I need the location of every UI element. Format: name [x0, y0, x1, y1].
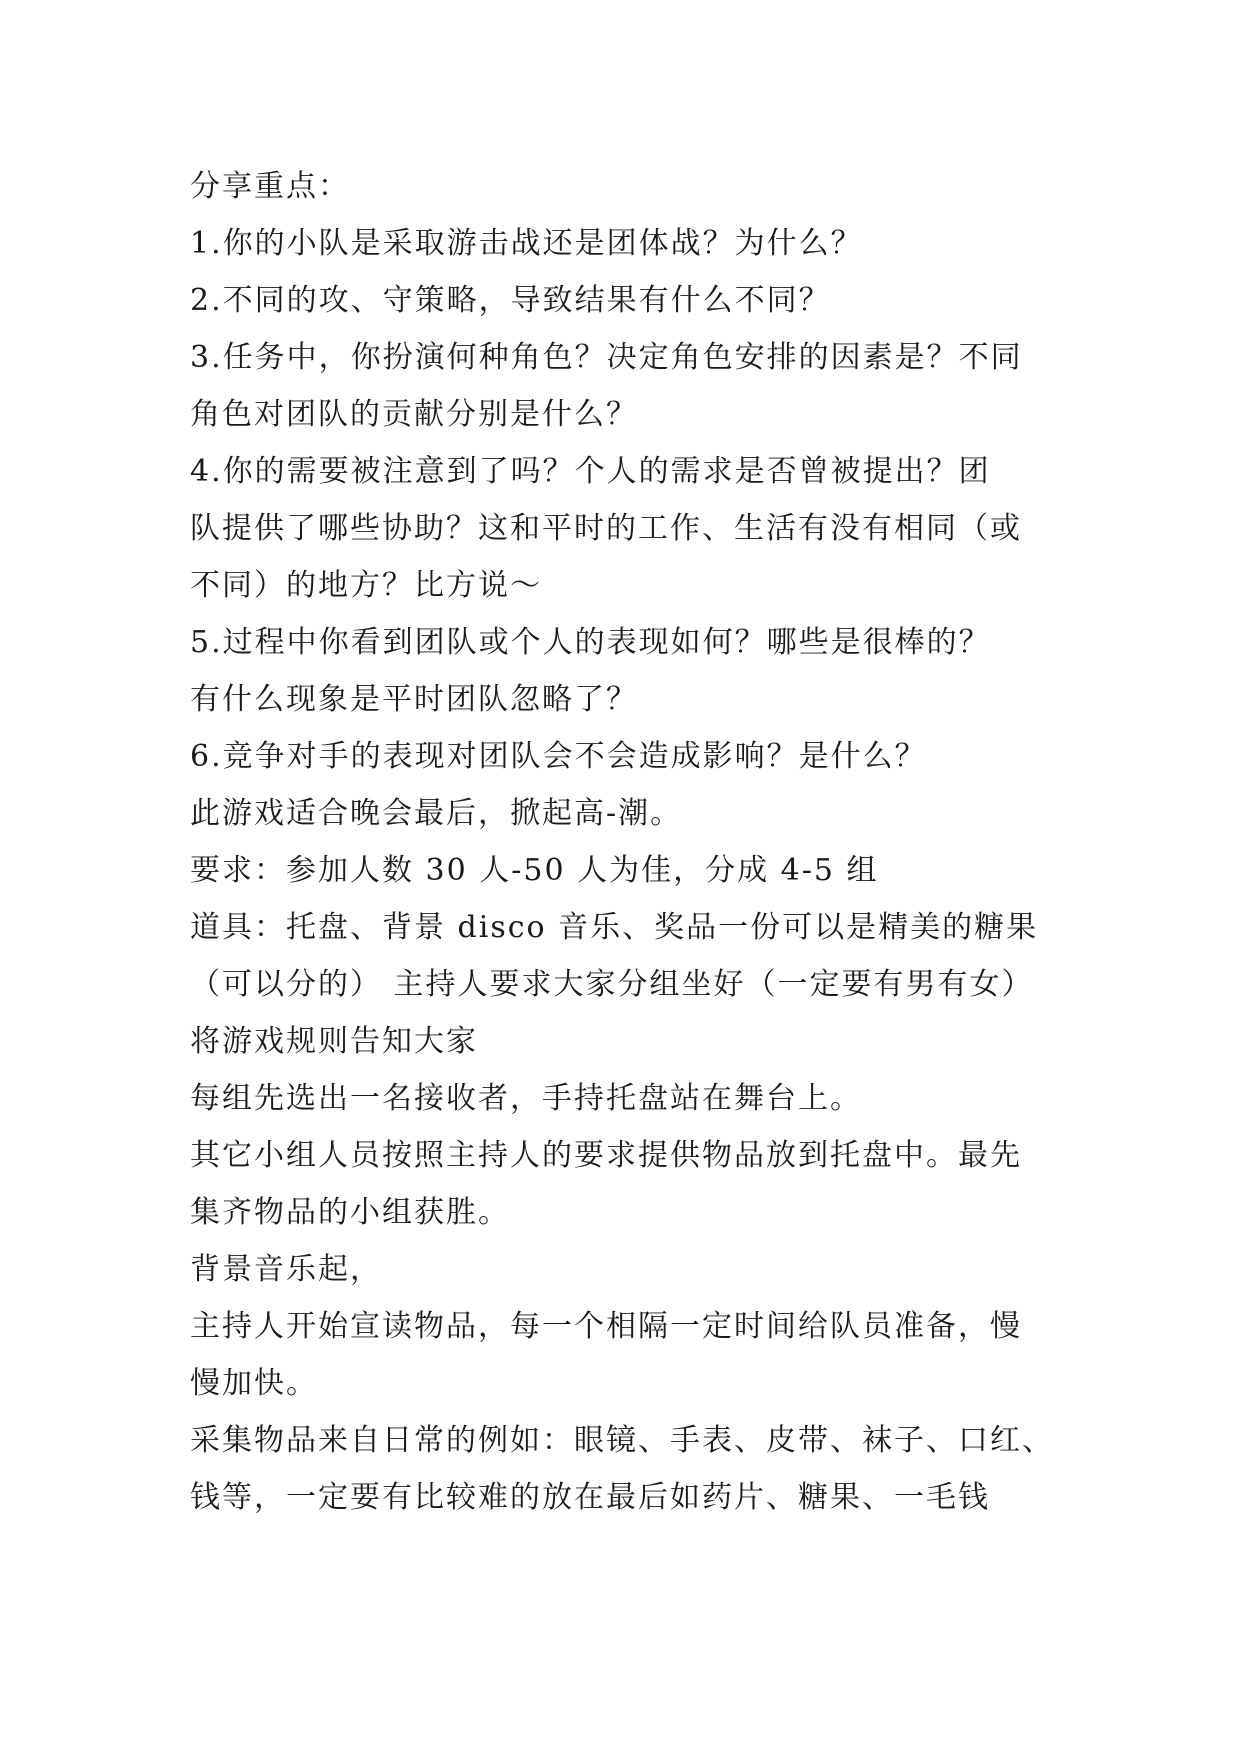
text-line: 6.竞争对手的表现对团队会不会造成影响？是什么？ — [190, 739, 927, 774]
text-line: 不同）的地方？比方说～ — [190, 568, 542, 603]
text-line: 1.你的小队是采取游击战还是团体战？为什么？ — [190, 226, 863, 261]
text-line: （可以分的） 主持人要求大家分组坐好（一定要有男有女） — [190, 967, 1034, 1002]
text-line: 队提供了哪些协助？这和平时的工作、生活有没有相同（或 — [190, 511, 1022, 546]
section-heading: 分享重点： — [190, 169, 350, 204]
text-line: 集齐物品的小组获胜。 — [190, 1195, 510, 1230]
document-body — [190, 158, 1070, 1526]
text-line: 将游戏规则告知大家 — [190, 1024, 478, 1059]
text-line: 慢加快。 — [190, 1366, 318, 1401]
text-line: 此游戏适合晚会最后，掀起高-潮。 — [190, 796, 683, 831]
text-line: 5.过程中你看到团队或个人的表现如何？哪些是很棒的？ — [190, 625, 991, 660]
text-line: 主持人开始宣读物品，每一个相隔一定时间给队员准备，慢 — [190, 1309, 1022, 1344]
text-line: 有什么现象是平时团队忽略了？ — [190, 682, 638, 717]
text-line: 钱等，一定要有比较难的放在最后如药片、糖果、一毛钱 — [190, 1480, 990, 1515]
text-line: 其它小组人员按照主持人的要求提供物品放到托盘中。最先 — [190, 1138, 1022, 1173]
text-line: 4.你的需要被注意到了吗？个人的需求是否曾被提出？团 — [190, 454, 991, 489]
text-line: 道具：托盘、背景 disco 音乐、奖品一份可以是精美的糖果 — [190, 910, 1039, 945]
text-line: 采集物品来自日常的例如：眼镜、手表、皮带、袜子、口红、 — [190, 1423, 1054, 1458]
text-line: 背景音乐起， — [190, 1252, 382, 1287]
text-line: 2.不同的攻、守策略，导致结果有什么不同？ — [190, 283, 831, 318]
text-line: 角色对团队的贡献分别是什么？ — [190, 397, 638, 432]
text-line: 要求：参加人数 30 人-50 人为佳，分成 4-5 组 — [190, 853, 879, 888]
text-line: 每组先选出一名接收者，手持托盘站在舞台上。 — [190, 1081, 862, 1116]
text-line: 3.任务中，你扮演何种角色？决定角色安排的因素是？不同 — [190, 340, 1023, 375]
